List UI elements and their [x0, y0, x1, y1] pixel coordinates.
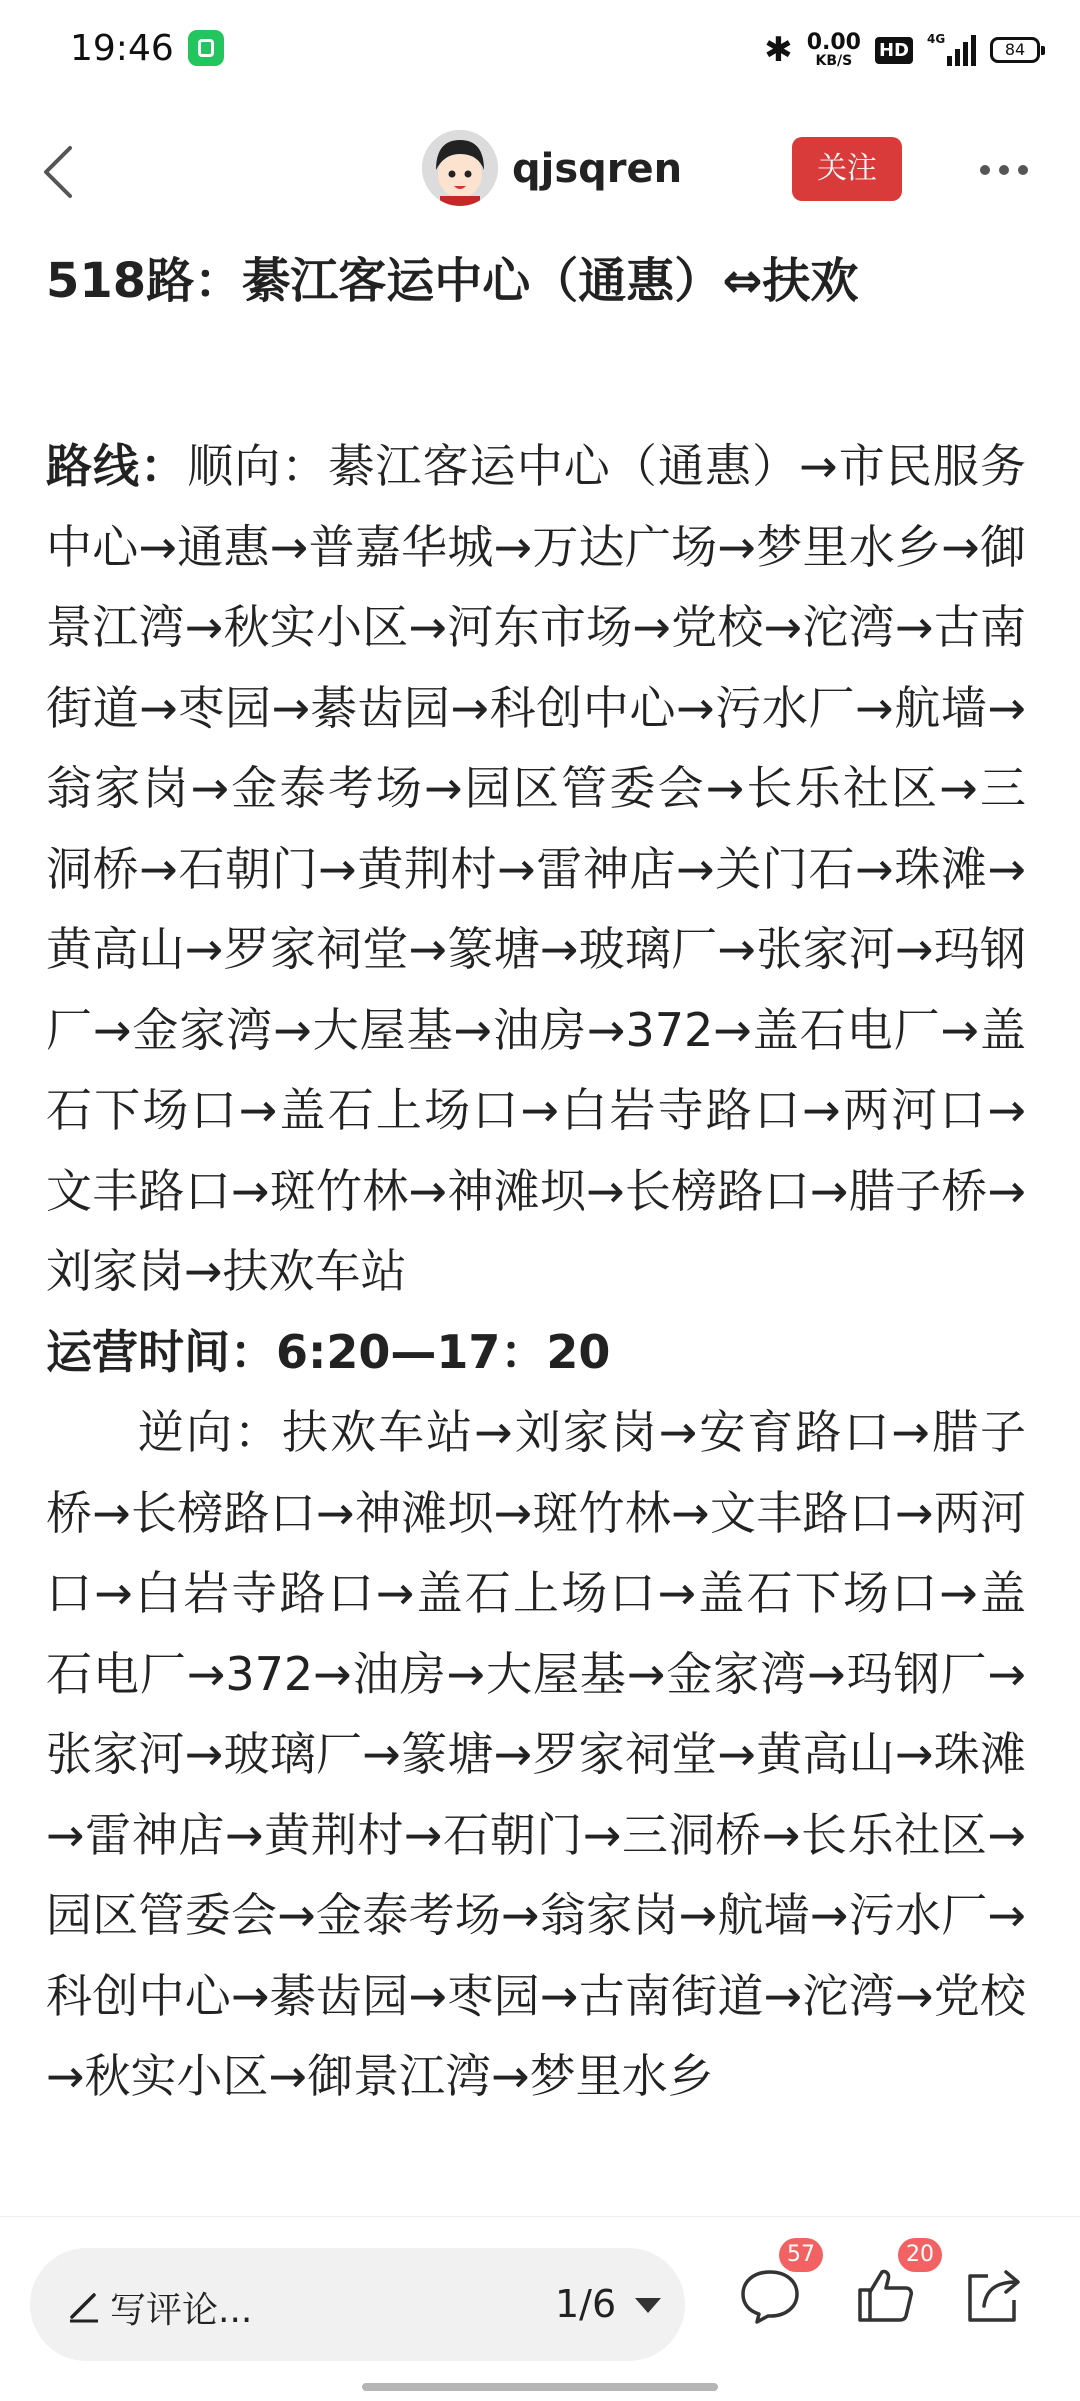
- author-avatar[interactable]: [422, 130, 498, 206]
- pen-icon: [64, 2285, 104, 2325]
- comment-count-badge: 57: [779, 2238, 823, 2272]
- battery-icon: 84: [990, 37, 1040, 63]
- like-count-badge: 20: [898, 2238, 942, 2272]
- share-icon: [960, 2262, 1026, 2328]
- comment-button[interactable]: [737, 2242, 815, 2328]
- back-arrow-icon[interactable]: [30, 142, 90, 202]
- page-indicator[interactable]: 1/6: [555, 2282, 617, 2326]
- reverse-route: 逆向：扶欢车站→刘家岗→安育路口→腊子桥→长榜路口→神滩坝→斑竹林→文丰路口→两河口→白岩寺路口→盖石上场口→盖石下场口→盖石电厂→372→油房→大屋基→金家湾→玛钢厂→张家河→玻璃厂→篆塘→罗家祠堂→黄高山→珠滩→雷神店→黄荆村→石朝门→三洞桥→长乐社区→园区管委会→金泰考场→翁家岗→航墙→污水厂→科创中心→綦齿园→枣园→古南街道→沱湾→党校→秋实小区→御景江湾→梦里水乡: [46, 1405, 1026, 2103]
- article-body: [46, 246, 1026, 2117]
- post-header: [0, 120, 1080, 220]
- network-speed: 0.00 KB/S: [806, 30, 861, 69]
- comment-input[interactable]: [30, 2248, 685, 2361]
- network-type: 4G: [927, 32, 946, 46]
- share-button[interactable]: [960, 2262, 1026, 2328]
- like-button[interactable]: [852, 2242, 934, 2328]
- home-indicator[interactable]: [362, 2383, 718, 2391]
- author-name[interactable]: qjsqren: [512, 146, 683, 192]
- comment-placeholder: 写评论...: [110, 2290, 253, 2331]
- operating-hours: 运营时间：6:20—17：20: [46, 1324, 611, 1379]
- bottom-action-bar: [0, 2216, 1080, 2401]
- article-title: 518路：綦江客运中心（通惠）⇔扶欢: [46, 253, 859, 309]
- status-bar: [0, 0, 1080, 100]
- signal-icon: [927, 34, 976, 66]
- forward-route-text: 顺向：綦江客运中心（通惠）→市民服务中心→通惠→普嘉华城→万达广场→梦里水乡→御景江湾→秋实小区→河东市场→党校→沱湾→古南街道→枣园→綦齿园→科创中心→污水厂→航墙→翁家岗→金泰考场→园区管委会→长乐社区→三洞桥→石朝门→黄荆村→雷神店→关门石→珠滩→黄高山→罗家祠堂→篆塘→玻璃厂→张家河→玛钢厂→金家湾→大屋基→油房→372→盖石电厂→盖石下场口→盖石上场口→白岩寺路口→两河口→文丰路口→斑竹林→神滩坝→长榜路口→腊子桥→刘家岗→扶欢车站: [46, 439, 1026, 1298]
- route-label: 路线：: [46, 439, 188, 493]
- status-time: 19:46: [70, 28, 174, 69]
- app-notification-icon: [188, 30, 224, 66]
- bluetooth-icon: ✱: [764, 30, 793, 70]
- thumbs-up-icon: [852, 2262, 918, 2328]
- chevron-down-icon[interactable]: [635, 2298, 661, 2313]
- status-icons: [764, 28, 1040, 72]
- forward-route: [46, 426, 1026, 1312]
- hd-icon: HD: [875, 37, 913, 64]
- more-options-icon[interactable]: [980, 150, 1040, 190]
- follow-button[interactable]: 关注: [792, 137, 902, 201]
